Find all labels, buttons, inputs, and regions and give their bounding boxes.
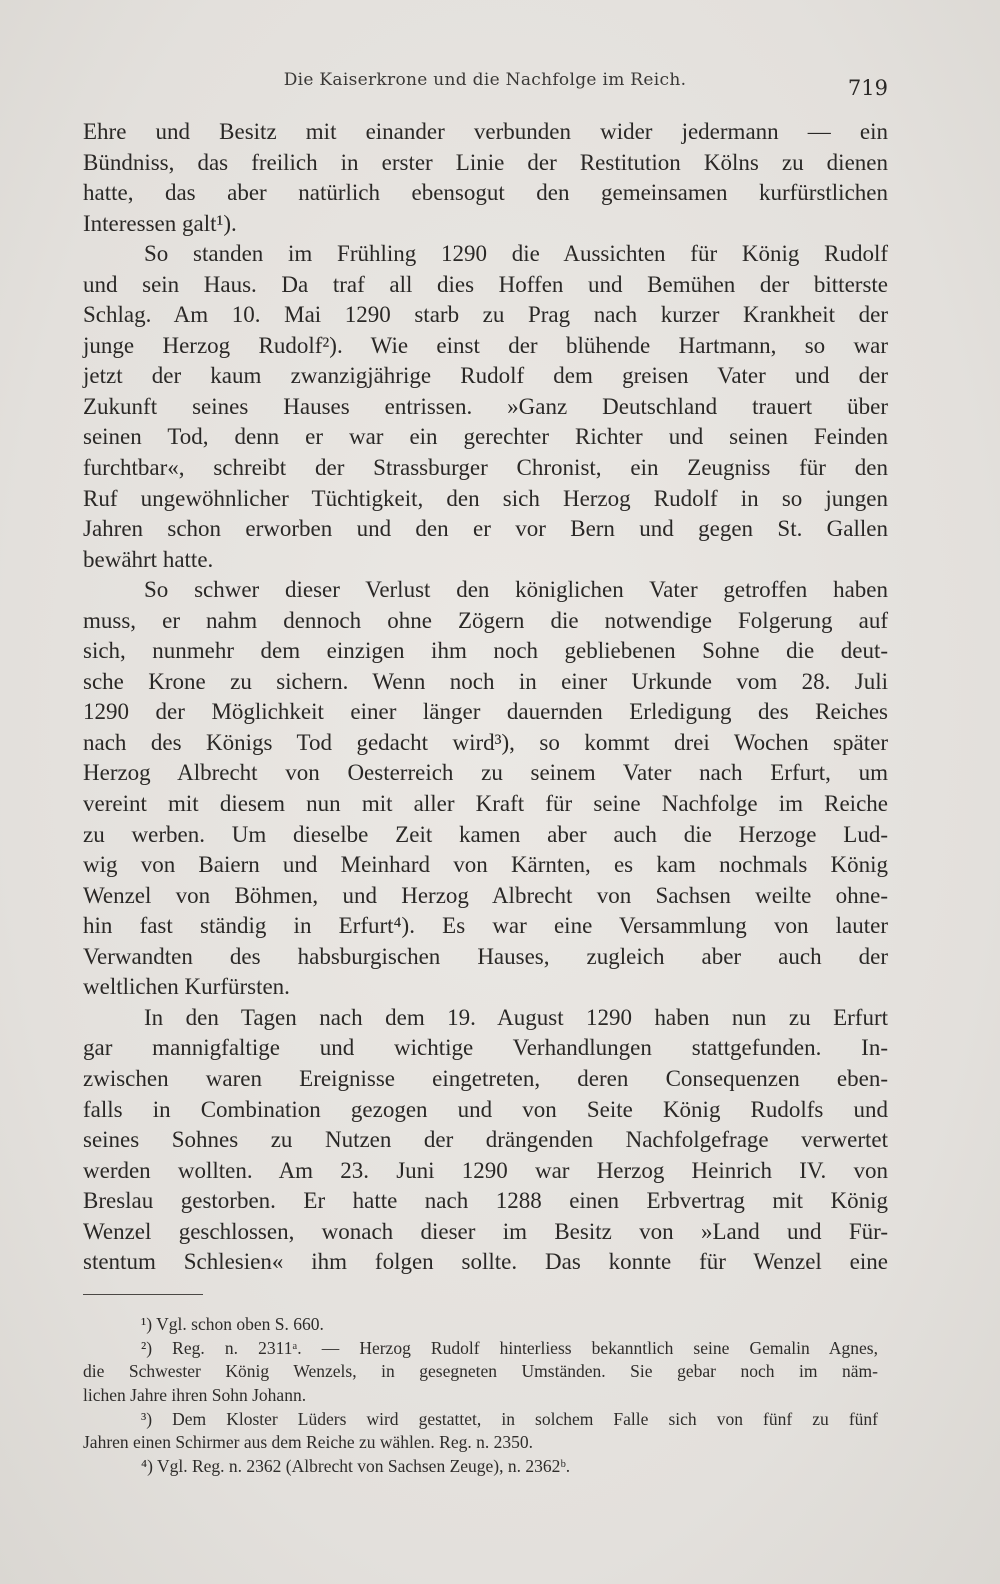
text-line: Bündniss, das freilich in erster Linie der Restitution Kölns zu dienen bbox=[83, 149, 888, 175]
text-line: seinen Tod, denn er war ein gerechter Richter und seinen Feinden bbox=[83, 424, 888, 450]
page-header bbox=[82, 70, 888, 104]
text-line: In den Tagen nach dem 19. August 1290 haben nun zu Erfurt bbox=[144, 1004, 888, 1030]
text-line: vereint mit diesem nun mit aller Kraft für seine Nachfolge im Reiche bbox=[83, 791, 888, 817]
text-line: bewährt hatte. bbox=[83, 546, 214, 572]
text-line: Herzog Albrecht von Oesterreich zu seinem Vater nach Erfurt, um bbox=[83, 760, 888, 786]
text-line: 1290 der Möglichkeit einer länger dauernden Erledigung des Reiches bbox=[83, 699, 888, 725]
text-line: Wenzel geschlossen, wonach dieser im Besitz von »Land und Für- bbox=[83, 1218, 888, 1244]
footnote-line: ¹) Vgl. schon oben S. 660. bbox=[141, 1314, 324, 1334]
running-title: Die Kaiserkrone und die Nachfolge im Reich. bbox=[283, 70, 687, 90]
text-line: So schwer dieser Verlust den königlichen Vater getroffen haben bbox=[144, 577, 888, 603]
text-line: zwischen waren Ereignisse eingetreten, deren Consequenzen eben- bbox=[83, 1065, 888, 1091]
footnote-line: Jahren einen Schirmer aus dem Reiche zu wählen. Reg. n. 2350. bbox=[83, 1432, 534, 1453]
footnotes bbox=[83, 1313, 878, 1479]
text-line: Jahren schon erworben und den er vor Bern und gegen St. Gallen bbox=[83, 516, 888, 542]
text-line: nach des Königs Tod gedacht wird³), so kommt drei Wochen später bbox=[83, 729, 888, 755]
text-line: Breslau gestorben. Er hatte nach 1288 einen Erbvertrag mit König bbox=[83, 1188, 888, 1214]
text-line: werden wollten. Am 23. Juni 1290 war Herzog Heinrich IV. von bbox=[83, 1157, 888, 1183]
text-line: muss, er nahm dennoch ohne Zögern die notwendige Folgerung auf bbox=[83, 607, 888, 633]
footnote-line: ³) Dem Kloster Lüders wird gestattet, in solchem Falle sich von fünf zu fünf bbox=[141, 1408, 878, 1429]
text-line: jetzt der kaum zwanzigjährige Rudolf dem greisen Vater und der bbox=[83, 363, 888, 389]
body-text bbox=[83, 117, 888, 1278]
text-line: seines Sohnes zu Nutzen der drängenden Nachfolgefrage verwertet bbox=[83, 1127, 888, 1153]
text-line: Interessen galt¹). bbox=[83, 210, 237, 236]
text-line: gar mannigfaltige und wichtige Verhandlungen stattgefunden. In- bbox=[83, 1035, 888, 1061]
footnote-divider bbox=[83, 1294, 203, 1295]
text-line: zu werben. Um dieselbe Zeit kamen aber auch die Herzoge Lud- bbox=[83, 821, 888, 847]
text-line: weltlichen Kurfürsten. bbox=[83, 974, 290, 1000]
footnote-line: ²) Reg. n. 2311ᵃ. — Herzog Rudolf hinterliess bekanntlich seine Gemalin Agnes, bbox=[141, 1337, 878, 1358]
text-line: Ruf ungewöhnlicher Tüchtigkeit, den sich Herzog Rudolf in so jungen bbox=[83, 485, 888, 511]
text-line: und sein Haus. Da traf all dies Hoffen und Bemühen der bitterste bbox=[83, 271, 888, 297]
text-line: Schlag. Am 10. Mai 1290 starb zu Prag nach kurzer Krankheit der bbox=[83, 302, 888, 328]
footnote-line: ⁴) Vgl. Reg. n. 2362 (Albrecht von Sachsen Zeuge), n. 2362ᵇ. bbox=[141, 1456, 571, 1477]
text-line: Zukunft seines Hauses entrissen. »Ganz Deutschland trauert über bbox=[83, 393, 888, 419]
text-line: hin fast ständig in Erfurt⁴). Es war eine Versammlung von lauter bbox=[83, 913, 888, 939]
text-line: falls in Combination gezogen und von Seite König Rudolfs und bbox=[83, 1096, 888, 1122]
footnote-line: lichen Jahre ihren Sohn Johann. bbox=[83, 1385, 307, 1406]
text-line: Wenzel von Böhmen, und Herzog Albrecht von Sachsen weilte ohne- bbox=[83, 882, 888, 908]
text-line: stentum Schlesien« ihm folgen sollte. Das konnte für Wenzel eine bbox=[83, 1249, 888, 1275]
text-line: sich, nunmehr dem einzigen ihm noch gebliebenen Sohne die deut- bbox=[83, 638, 888, 664]
text-line: wig von Baiern und Meinhard von Kärnten, es kam nochmals König bbox=[83, 852, 888, 878]
page-number: 719 bbox=[847, 76, 888, 100]
text-line: hatte, das aber natürlich ebensogut den gemeinsamen kurfürstlichen bbox=[83, 180, 888, 206]
text-line: Verwandten des habsburgischen Hauses, zugleich aber auch der bbox=[83, 943, 888, 969]
text-line: junge Herzog Rudolf²). Wie einst der blühende Hartmann, so war bbox=[83, 332, 888, 358]
footnote-line: die Schwester König Wenzels, in gesegneten Umständen. Sie gebar noch im näm- bbox=[83, 1361, 878, 1382]
text-line: sche Krone zu sichern. Wenn noch in einer Urkunde vom 28. Juli bbox=[83, 668, 888, 694]
text-line: So standen im Frühling 1290 die Aussichten für König Rudolf bbox=[144, 241, 888, 267]
text-line: Ehre und Besitz mit einander verbunden wider jedermann — ein bbox=[83, 119, 888, 144]
text-line: furchtbar«, schreibt der Strassburger Chronist, ein Zeugniss für den bbox=[83, 455, 888, 481]
